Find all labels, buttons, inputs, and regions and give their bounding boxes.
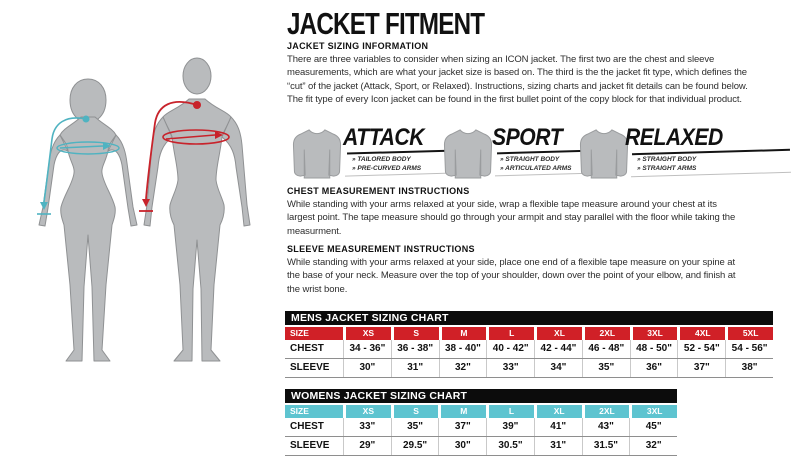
chart-header-row — [285, 405, 677, 418]
chart-value-cell: 40 - 42" — [486, 340, 534, 358]
male-neck-dot — [193, 101, 201, 109]
chart-value-cell: 31" — [391, 359, 439, 377]
chart-value-cell: 34" — [534, 359, 582, 377]
sleeve-instructions-heading: SLEEVE MEASUREMENT INSTRUCTIONS — [287, 244, 475, 254]
chart-data-row — [285, 437, 677, 456]
chart-title-bar: MENS JACKET SIZING CHART — [285, 311, 773, 325]
chart-value-cell: 29.5" — [391, 437, 439, 455]
chart-value-cell: 35" — [582, 359, 630, 377]
chart-header-cell: S — [394, 327, 439, 340]
chart-row-label: CHEST — [290, 343, 324, 354]
chart-value-cell: 36 - 38" — [391, 340, 439, 358]
fit-types-row — [286, 124, 798, 184]
chart-value-cell: 32" — [439, 359, 487, 377]
chart-header-cell: XL — [537, 405, 582, 418]
relaxed-bullets — [637, 155, 696, 173]
chart-value-cell: 32" — [629, 437, 677, 455]
fit-type-relaxed-title: RELAXED — [625, 124, 723, 151]
chart-header-cell: M — [441, 405, 486, 418]
measurement-figures — [0, 55, 280, 370]
chest-instructions-heading: CHEST MEASUREMENT INSTRUCTIONS — [287, 186, 470, 196]
chart-value-cell: 31" — [534, 437, 582, 455]
chart-value-cell: 30.5" — [486, 437, 534, 455]
page-title: JACKET FITMENT — [287, 6, 485, 41]
chart-header-cell: XL — [537, 327, 582, 340]
sizing-info-body: There are three variables to consider when sizing an ICON jacket. The first two are the chest and sleeve measurements, which are what your jacket size is based on. The third is the the jacket fit type, which defines the “cut” of the jacket (Attack, Sport, or Relaxed). Instructions, sizing charts and jacket fit details can be found below. The fit type of every Icon jacket can be found in the first bullet point of the copy block for that individual product. — [287, 54, 748, 106]
chart-value-cell: 33" — [486, 359, 534, 377]
chart-value-cell: 46 - 48" — [582, 340, 630, 358]
chart-header-row — [285, 327, 773, 340]
attack-bullets — [352, 155, 421, 173]
sport-jacket-icon — [437, 126, 499, 180]
chart-value-cell: 52 - 54" — [677, 340, 725, 358]
chart-value-cell: 38" — [725, 359, 773, 377]
chart-value-cell: 37" — [677, 359, 725, 377]
chart-title-bar: WOMENS JACKET SIZING CHART — [285, 389, 677, 403]
relaxed-bullet-2: » STRAIGHT ARMS — [637, 165, 697, 172]
chart-value-cell: 34 - 36" — [343, 340, 391, 358]
chart-header-cell: XS — [346, 405, 391, 418]
chart-header-cell: 2XL — [585, 327, 630, 340]
chart-data-row — [285, 340, 773, 359]
chart-data-row — [285, 418, 677, 437]
chart-data-row — [285, 359, 773, 378]
mens-sizing-chart — [285, 311, 773, 378]
chart-value-cell: 35" — [391, 418, 439, 436]
chart-header-cell: M — [442, 327, 487, 340]
chart-header-cell: 3XL — [633, 327, 678, 340]
chart-header-cell: L — [489, 327, 534, 340]
chart-value-cell: 43" — [582, 418, 630, 436]
attack-bullet-1: » TAILORED BODY — [352, 156, 411, 163]
womens-sizing-chart — [285, 389, 677, 456]
sleeve-instructions-body: While standing with your arms relaxed at your side, place one end of a flexible tape measure on your spine at the base of your neck. Measure over the top of your shoulder, down over the point of your elbow, and finish at the wrist bone. — [287, 257, 736, 295]
chart-header-cell: XS — [346, 327, 391, 340]
fit-type-attack-title: ATTACK — [343, 124, 425, 151]
chart-value-cell: 33" — [343, 418, 391, 436]
relaxed-bullet-1: » STRAIGHT BODY — [637, 156, 697, 163]
chart-header-cell: 2XL — [585, 405, 630, 418]
chart-value-cell: 48 - 50" — [630, 340, 678, 358]
fit-type-sport-title: SPORT — [492, 124, 563, 151]
chart-value-cell: 45" — [629, 418, 677, 436]
chart-value-cell: 30" — [438, 437, 486, 455]
chart-header-cell: 5XL — [728, 327, 773, 340]
chart-value-cell: 38 - 40" — [439, 340, 487, 358]
chart-value-cell: 42 - 44" — [534, 340, 582, 358]
chart-header-cell: S — [394, 405, 439, 418]
chart-header-cell: SIZE — [285, 405, 343, 418]
female-neck-dot — [83, 116, 90, 123]
chart-header-cell: L — [489, 405, 534, 418]
chart-value-cell: 30" — [343, 359, 391, 377]
chart-row-label: CHEST — [290, 421, 324, 432]
chart-value-cell: 37" — [438, 418, 486, 436]
sport-bullets — [500, 155, 572, 173]
chart-header-cell: SIZE — [285, 327, 343, 340]
sport-bullet-1: » STRAIGHT BODY — [500, 156, 560, 163]
chart-row-label: SLEEVE — [290, 362, 330, 373]
chart-value-cell: 39" — [486, 418, 534, 436]
chart-value-cell: 29" — [343, 437, 391, 455]
chart-value-cell: 41" — [534, 418, 582, 436]
chart-header-cell: 3XL — [632, 405, 677, 418]
sport-bullet-2: » ARTICULATED ARMS — [500, 165, 572, 172]
sizing-info-heading: JACKET SIZING INFORMATION — [287, 41, 429, 51]
chart-row-label: SLEEVE — [290, 440, 330, 451]
chart-header-cell: 4XL — [680, 327, 725, 340]
attack-bullet-2: » PRE-CURVED ARMS — [352, 165, 422, 172]
chart-value-cell: 36" — [630, 359, 678, 377]
attack-jacket-icon — [286, 126, 348, 180]
chart-value-cell: 31.5" — [582, 437, 630, 455]
chart-value-cell: 54 - 56" — [725, 340, 773, 358]
chest-instructions-body: While standing with your arms relaxed at your side, wrap a flexible tape measure around your chest at its largest point. The tape measure should go through your armpit and stay parallel with the floor while taking the measurment. — [287, 199, 736, 237]
